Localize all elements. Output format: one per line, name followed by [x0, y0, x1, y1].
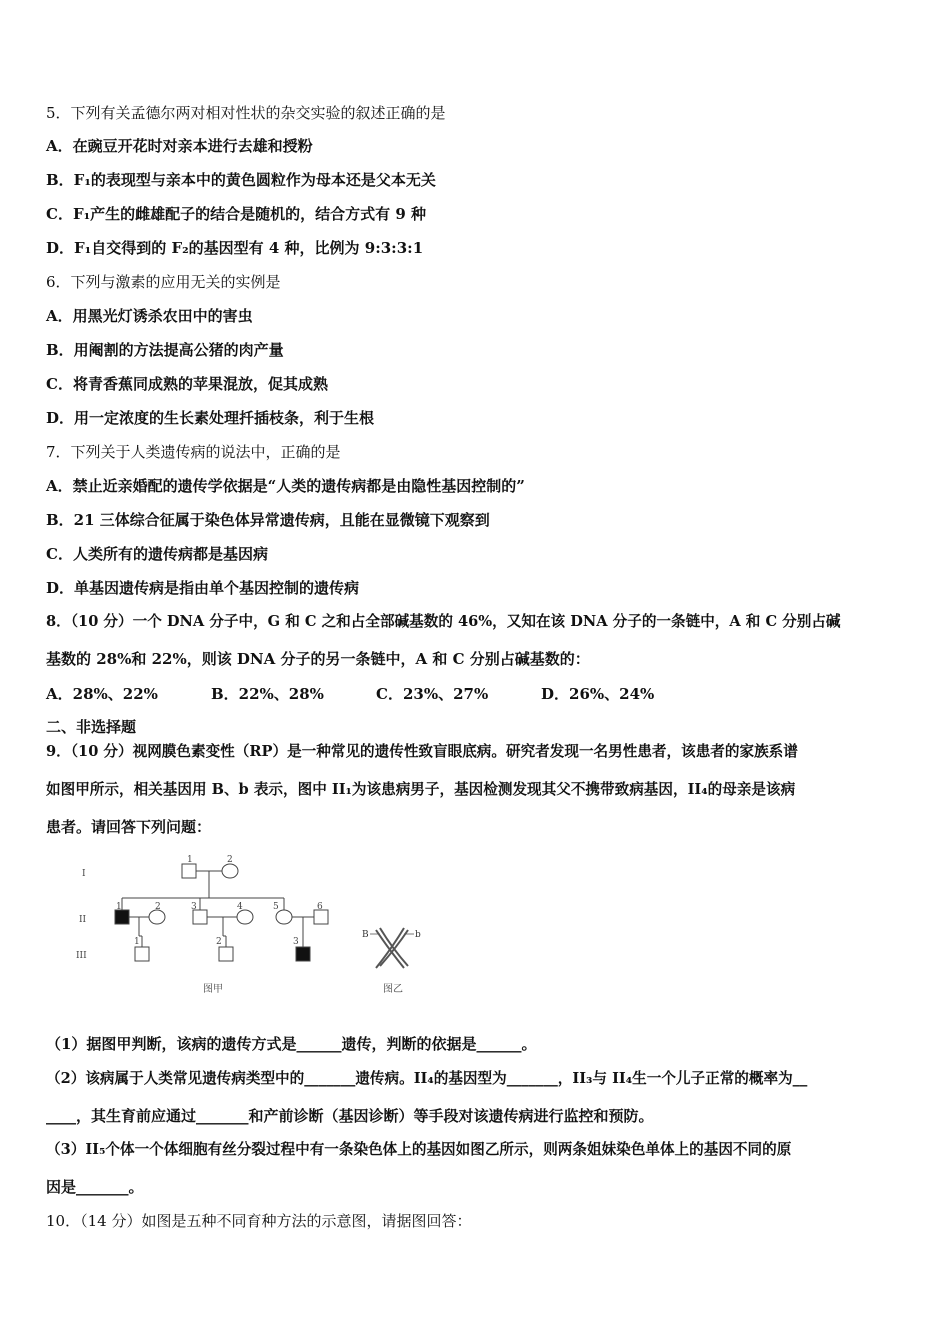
pedigree-I1-male	[182, 864, 196, 878]
q7-option-c: C．人类所有的遗传病都是基因病	[46, 545, 268, 563]
q9-part-2-line-2: ____，其生育前应通过_______和产前诊断（基因诊断）等手段对该遗传病进行监控和预防。	[46, 1107, 654, 1125]
q9-part-2-line-1: （2）该病属于人类常见遗传病类型中的_______遗传病。II₄的基因型为_______，II₃与 II₄生一个儿子正常的概率为__	[46, 1070, 808, 1087]
q8-option-c: C．23%、27%	[376, 685, 489, 703]
caption-figure-b: 图乙	[383, 984, 403, 995]
gene-label-B: B	[362, 930, 369, 940]
chromosome-figure	[376, 928, 408, 968]
pedigree-I2-female	[222, 864, 238, 878]
number-II6: 6	[317, 902, 323, 912]
q7-option-b: B．21 三体综合征属于染色体异常遗传病，且能在显微镜下观察到	[46, 511, 490, 529]
q8-option-d: D．26%、24%	[541, 685, 655, 703]
q7-option-a: A．禁止近亲婚配的遗传学依据是“人类的遗传病都是由隐性基因控制的”	[46, 477, 525, 495]
q9-line-3: 患者。请回答下列问题：	[46, 818, 212, 836]
pedigree-II1-affected-male	[115, 910, 129, 924]
gene-label-b: b	[415, 930, 421, 940]
pedigree-III1-male	[135, 947, 149, 961]
q8-line-1: 8．（10 分）一个 DNA 分子中，G 和 C 之和占全部碱基数的 46%，又知在该 DNA 分子的一条链中，A 和 C 分别占碱	[46, 613, 841, 630]
q6-stem: 6．下列与激素的应用无关的实例是	[46, 273, 281, 291]
pedigree-II5-female	[276, 910, 292, 924]
number-III2: 2	[216, 937, 222, 947]
pedigree-II6-male	[314, 910, 328, 924]
q8-option-a: A．28%、22%	[46, 685, 158, 703]
pedigree-figure	[70, 852, 430, 1002]
generation-label-I: I	[82, 869, 86, 879]
number-II1: 1	[116, 902, 122, 912]
q6-option-c: C．将青香蕉同成熟的苹果混放，促其成熟	[46, 375, 328, 393]
q10-stem: 10．（14 分）如图是五种不同育种方法的示意图，请据图回答：	[46, 1212, 472, 1230]
q7-option-d: D．单基因遗传病是指由单个基因控制的遗传病	[46, 579, 360, 597]
q9-part-3-line-1: （3）II₅个体一个体细胞有丝分裂过程中有一条染色体上的基因如图乙所示，则两条姐妹染色单体上的基因不同的原	[46, 1141, 792, 1158]
number-III1: 1	[134, 937, 140, 947]
number-I2: 2	[227, 855, 233, 865]
number-II3: 3	[191, 902, 197, 912]
q5-option-d: D．F₁自交得到的 F₂的基因型有 4 种，比例为 9:3:3:1	[46, 239, 424, 257]
q6-option-b: B．用阉割的方法提高公猪的肉产量	[46, 341, 284, 359]
q5-option-a: A．在豌豆开花时对亲本进行去雄和授粉	[46, 137, 313, 155]
q9-part-3-line-2: 因是_______。	[46, 1178, 144, 1196]
generation-label-III: III	[76, 951, 87, 961]
q9-line-1: 9．（10 分）视网膜色素变性（RP）是一种常见的遗传性致盲眼底病。研究者发现一名男性患者，该患者的家族系谱	[46, 743, 798, 760]
q5-option-b: B．F₁的表现型与亲本中的黄色圆粒作为母本还是父本无关	[46, 171, 436, 189]
number-II5: 5	[273, 902, 279, 912]
generation-label-II: II	[79, 915, 87, 925]
q5-stem: 5．下列有关孟德尔两对相对性状的杂交实验的叙述正确的是	[46, 104, 446, 122]
pedigree-III3-affected-male	[296, 947, 310, 961]
number-I1: 1	[187, 855, 193, 865]
q6-option-a: A．用黑光灯诱杀农田中的害虫	[46, 307, 253, 325]
q8-line-2: 基数的 28%和 22%，则该 DNA 分子的另一条链中，A 和 C 分别占碱基数的：	[46, 650, 590, 668]
q8-option-b: B．22%、28%	[211, 685, 324, 703]
number-II2: 2	[155, 902, 161, 912]
pedigree-II2-female	[149, 910, 165, 924]
pedigree-II3-male	[193, 910, 207, 924]
q7-stem: 7．下列关于人类遗传病的说法中，正确的是	[46, 443, 341, 461]
pedigree-II4-female	[237, 910, 253, 924]
q5-option-c: C．F₁产生的雌雄配子的结合是随机的，结合方式有 9 种	[46, 205, 427, 223]
q6-option-d: D．用一定浓度的生长素处理扦插枝条，利于生根	[46, 409, 375, 427]
q9-line-2: 如图甲所示，相关基因用 B、b 表示，图中 II₁为该患病男子，基因检测发现其父不携带致病基因，II₄的母亲是该病	[46, 781, 796, 798]
number-II4: 4	[237, 902, 243, 912]
number-III3: 3	[293, 937, 299, 947]
q9-part-1: （1）据图甲判断，该病的遗传方式是______遗传，判断的依据是______。	[46, 1035, 537, 1053]
section-heading: 二、非选择题	[46, 718, 137, 736]
caption-figure-a: 图甲	[203, 984, 223, 995]
pedigree-III2-male	[219, 947, 233, 961]
